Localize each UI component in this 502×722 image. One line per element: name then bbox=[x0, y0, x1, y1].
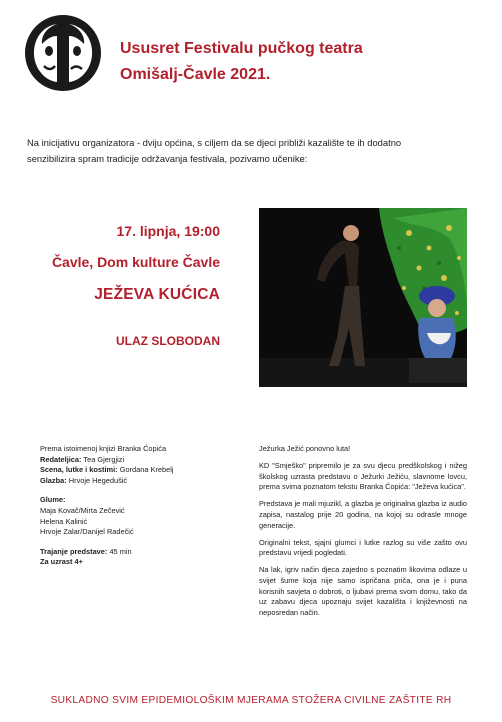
cast-member: Helena Kalinić bbox=[40, 516, 88, 526]
description-block bbox=[259, 444, 467, 625]
credits-scene-row bbox=[40, 465, 240, 476]
credits-music-row bbox=[40, 476, 240, 487]
admission-text: ULAZ SLOBODAN bbox=[116, 334, 220, 348]
intro-line-1: Na inicijativu organizatora - dviju općina, s ciljem da se djeci približi kazalište te ih dodatno bbox=[27, 137, 402, 148]
duration-label: Trajanje predstave: bbox=[40, 546, 108, 556]
credits-source: Prema istoimenoj knjizi Branka Ćopića bbox=[40, 444, 167, 453]
director-name: Tea Gjergjizi bbox=[83, 454, 125, 464]
description-paragraph: KD "Smješko" pripremilo je za svu djecu predškolskog i nižeg školskog uzrasta predstavu o Ježurki Ježiću, slavnome lovcu, prema svima poznatom tekstu Branka Ćopića: "Ježeva kućica". bbox=[259, 461, 467, 492]
description-paragraph: Originalni tekst, sjajni glumci i lutke razlog su više zašto ovu predstavu vrijedi pogledati. bbox=[259, 537, 467, 558]
festival-logo bbox=[24, 14, 102, 92]
cast-member: Hrvoje Zalar/Danijel Radečić bbox=[40, 527, 134, 537]
description-paragraph: Na lak, igriv način djeca zajedno s poznatim likovima odlaze u svijet šume koja nije samo ispričana priča, ona je i puna korisnih savjeta o dobroti, o ljubavi prema svom domu, tako da uz zabavu djeca upoznaju svijet kazališta i književnosti na neposredan način. bbox=[259, 565, 467, 617]
duration-value: 45 min bbox=[109, 546, 132, 556]
age-rating: Za uzrast 4+ bbox=[40, 557, 83, 567]
scene-label: Scena, lutke i kostimi: bbox=[40, 465, 118, 475]
duration-row bbox=[40, 547, 240, 558]
event-venue: Čavle, Dom kulture Čavle bbox=[51, 254, 220, 270]
play-title: JEŽEVA KUĆICA bbox=[94, 286, 220, 303]
title-line-1: Ususret Festivalu pučkog teatra bbox=[120, 40, 363, 57]
director-label: Redateljica: bbox=[40, 454, 82, 464]
title-line-2: Omišalj-Čavle 2021. bbox=[120, 66, 271, 83]
cast-label: Glume: bbox=[40, 495, 66, 505]
cast-member: Maja Kovač/Mirta Zečević bbox=[40, 505, 125, 515]
music-name: Hrvoje Hegedušić bbox=[68, 475, 128, 485]
music-label: Glazba: bbox=[40, 475, 67, 485]
credits-block bbox=[40, 444, 240, 568]
description-paragraph: Predstava je mali mjuzikl, a glazba je originalna glazba iz audio zapisa, nastalog prije 20 godina, na kojoj su odrasle mnoge generacije. bbox=[259, 499, 467, 530]
page-title bbox=[120, 36, 490, 88]
description-paragraph: Ježurka Ježić ponovno luta! bbox=[259, 444, 351, 453]
performance-photo bbox=[259, 208, 467, 387]
event-datetime: 17. lipnja, 19:00 bbox=[116, 223, 220, 239]
footer-notice: SUKLADNO SVIM EPIDEMIOLOŠKIM MJERAMA STOŽERA CIVILNE ZAŠTITE RH bbox=[50, 695, 452, 706]
scene-name: Gordana Krebelj bbox=[119, 465, 174, 475]
event-info bbox=[30, 222, 220, 349]
intro-text bbox=[27, 135, 482, 167]
intro-line-2: senzibilizira spram tradicije održavanja festivala, pozivamo učenike: bbox=[27, 153, 308, 164]
credits-director-row bbox=[40, 455, 240, 466]
